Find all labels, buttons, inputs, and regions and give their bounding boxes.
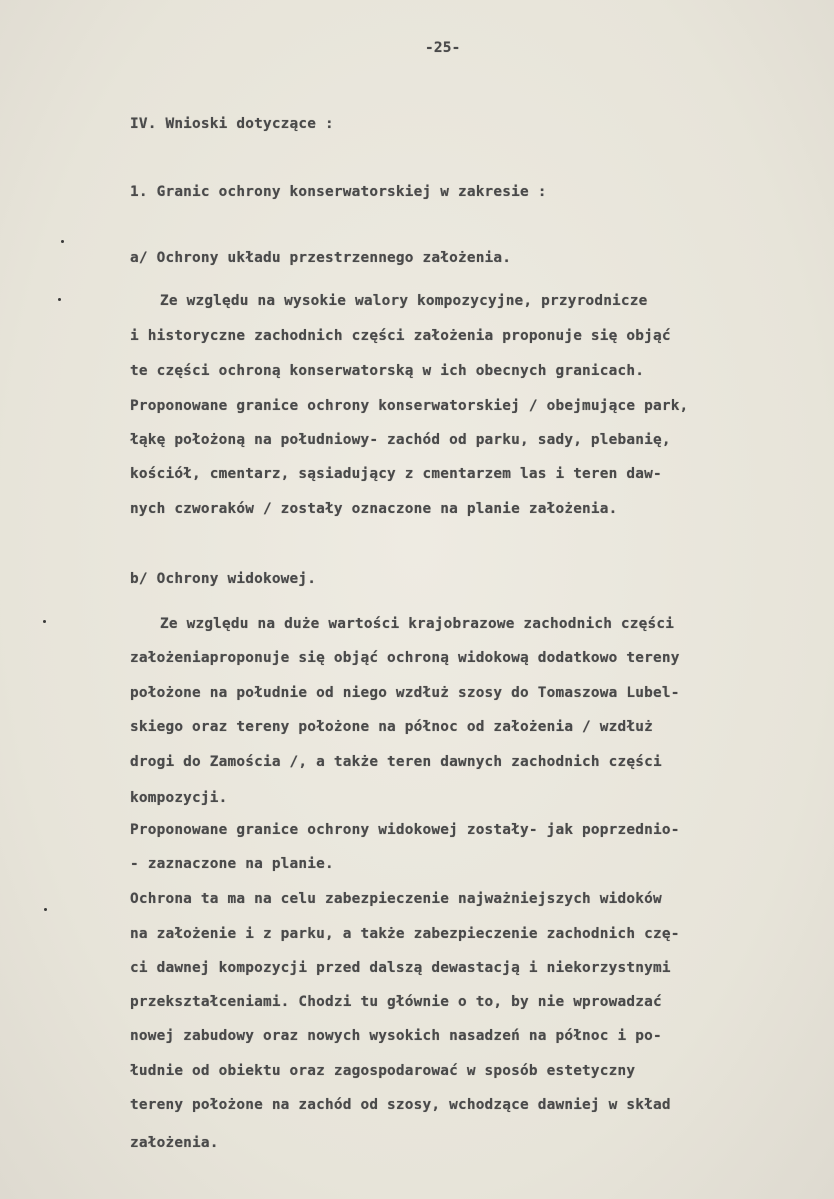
paragraph-line: łąkę położoną na południowy- zachód od parku, sady, plebanię, bbox=[130, 432, 671, 448]
paragraph-line: Ze względu na duże wartości krajobrazowe zachodnich części bbox=[160, 616, 675, 632]
paragraph-line: te części ochroną konserwatorską w ich obecnych granicach. bbox=[130, 363, 645, 379]
paragraph-line: kompozycji. bbox=[130, 790, 228, 806]
paragraph-line: kościół, cmentarz, sąsiadujący z cmentarzem las i teren daw- bbox=[130, 466, 662, 482]
binding-hole-mark bbox=[43, 620, 46, 623]
paragraph-line: łudnie od obiektu oraz zagospodarować w sposób estetyczny bbox=[130, 1063, 636, 1079]
paragraph-line: Ochrona ta ma na celu zabezpieczenie najważniejszych widoków bbox=[130, 891, 662, 907]
paragraph-line: Proponowane granice ochrony konserwatorskiej / obejmujące park, bbox=[130, 398, 689, 414]
section-heading: IV. Wnioski dotyczące : bbox=[130, 116, 334, 132]
paragraph-line: nych czworaków / zostały oznaczone na planie założenia. bbox=[130, 501, 618, 517]
binding-hole-mark bbox=[61, 240, 64, 243]
paragraph-line: Ze względu na wysokie walory kompozycyjne, przyrodnicze bbox=[160, 293, 648, 309]
paragraph-line: skiego oraz tereny położone na północ od założenia / wzdłuż bbox=[130, 719, 653, 735]
paragraph-line: przekształceniami. Chodzi tu głównie o to, by nie wprowadzać bbox=[130, 994, 662, 1010]
paragraph-line: Proponowane granice ochrony widokowej zostały- jak poprzednio- bbox=[130, 822, 680, 838]
part-b-heading: b/ Ochrony widokowej. bbox=[130, 571, 317, 587]
paragraph-line: drogi do Zamościa /, a także teren dawnych zachodnich części bbox=[130, 754, 662, 770]
subsection-heading: 1. Granic ochrony konserwatorskiej w zakresie : bbox=[130, 184, 547, 200]
paragraph-line: położone na południe od niego wzdłuż szosy do Tomaszowa Lubel- bbox=[130, 685, 680, 701]
paragraph-line: nowej zabudowy oraz nowych wysokich nasadzeń na północ i po- bbox=[130, 1028, 662, 1044]
binding-hole-mark bbox=[44, 908, 47, 911]
paragraph-line: ci dawnej kompozycji przed dalszą dewastacją i niekorzystnymi bbox=[130, 960, 671, 976]
paragraph-line: - zaznaczone na planie. bbox=[130, 856, 334, 872]
paragraph-line: tereny położone na zachód od szosy, wchodzące dawniej w skład bbox=[130, 1097, 671, 1113]
paragraph-line: na założenie i z parku, a także zabezpieczenie zachodnich czę- bbox=[130, 926, 680, 942]
paragraph-line: i historyczne zachodnich części założenia proponuje się objąć bbox=[130, 328, 671, 344]
part-a-heading: a/ Ochrony układu przestrzennego założenia. bbox=[130, 250, 512, 266]
paragraph-line: założeniaproponuje się objąć ochroną widokową dodatkowo tereny bbox=[130, 650, 680, 666]
page-number: -25- bbox=[425, 40, 461, 56]
paragraph-line: założenia. bbox=[130, 1135, 219, 1151]
binding-hole-mark bbox=[58, 298, 61, 301]
